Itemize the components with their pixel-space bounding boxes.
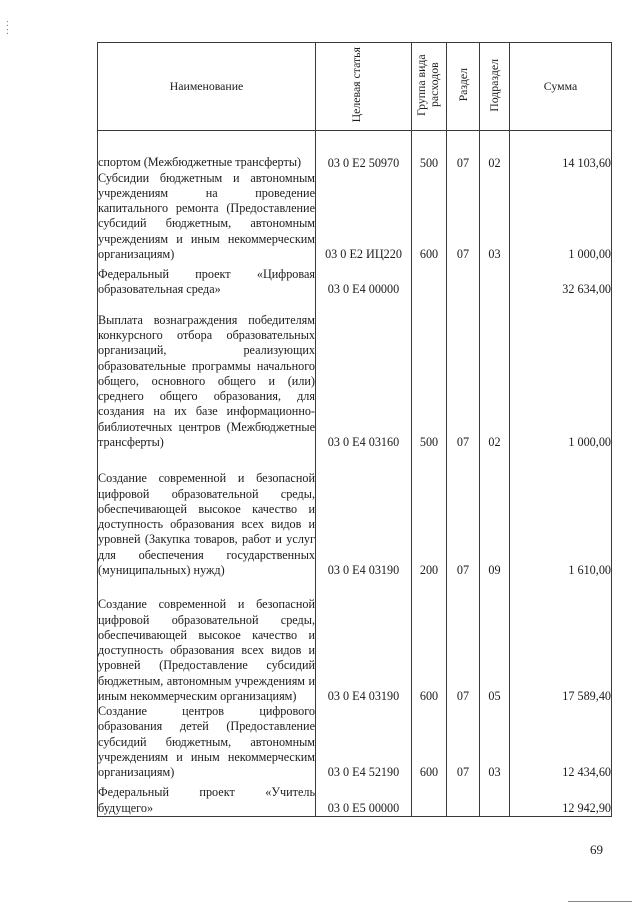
row-target: 03 0 E4 03190: [316, 450, 412, 578]
header-group: Группа вида расходов: [412, 43, 447, 131]
row-subsection: [480, 262, 510, 297]
row-sum: 14 103,60: [510, 131, 612, 171]
row-name: Субсидии бюджетным и автономным учреждениям на проведение капитального ремонта (Предоставление субсидий бюджетным, автономным учреждениям и иным некоммерческим организациям): [98, 170, 315, 261]
row-subsection: 03: [480, 171, 510, 263]
row-name: Создание современной и безопасной цифровой образовательной среды, обеспечивающей высокое качество и доступность образования всех видов и уровней (Закупка товаров, работ и услуг для обеспечения государственных (муниципальных) нужд): [98, 450, 316, 578]
table-row: [98, 704, 612, 780]
row-group: 600: [412, 578, 447, 704]
row-sum: 17 589,40: [510, 578, 612, 704]
table-row: [98, 297, 612, 450]
row-sum: 12 434,60: [510, 704, 612, 780]
row-sum: 1 610,00: [510, 450, 612, 578]
row-group: 200: [412, 450, 447, 578]
row-section: [447, 780, 480, 816]
row-name: Создание центров цифрового образования детей (Предоставление субсидий бюджетным, автономным учреждениям и иным некоммерческим организациям): [98, 704, 315, 779]
row-section: 07: [447, 704, 480, 780]
row-subsection: 02: [480, 131, 510, 171]
budget-table: [97, 42, 612, 817]
table-header-row: [98, 43, 612, 131]
row-section: [447, 262, 480, 297]
row-target: 03 0 E4 00000: [316, 262, 412, 297]
row-sum: 1 000,00: [510, 297, 612, 450]
page-number: 69: [590, 842, 603, 857]
row-section: 07: [447, 131, 480, 171]
header-sum: Сумма: [510, 43, 612, 131]
table-row: [98, 262, 612, 297]
row-section: 07: [447, 450, 480, 578]
table-row: [98, 780, 612, 816]
row-group: 600: [412, 704, 447, 780]
row-name: Федеральный проект «Цифровая образовательная среда»: [98, 262, 316, 297]
row-section: 07: [447, 171, 480, 263]
row-sum: 12 942,90: [510, 780, 612, 816]
row-group: 500: [412, 131, 447, 171]
row-sum: 1 000,00: [510, 171, 612, 263]
table-row: [98, 578, 612, 704]
row-group: [412, 780, 447, 816]
row-group: 600: [412, 171, 447, 263]
row-subsection: [480, 780, 510, 816]
header-section: Раздел: [447, 43, 480, 131]
row-subsection: 05: [480, 578, 510, 704]
header-name: Наименование: [98, 43, 316, 131]
table-row: [98, 450, 612, 578]
row-section: 07: [447, 297, 480, 450]
row-name: Выплата вознаграждения победителям конкурсного отбора образовательных организаций, реализующих образовательные программы начального общего, основного общего и (или) среднего общего образования, для создания на их базе информационно-библиотечных центров (Межбюджетные трансферты): [98, 297, 316, 450]
row-target: 03 0 E5 00000: [316, 780, 412, 816]
header-subsection: Подраздел: [480, 43, 510, 131]
row-section: 07: [447, 578, 480, 704]
scan-margin-mark: : :: [6, 18, 9, 37]
row-name: спортом (Межбюджетные трансферты): [98, 131, 316, 171]
row-target: 03 0 E2 ИЦ220: [316, 171, 412, 263]
row-sum: 32 634,00: [510, 262, 612, 297]
table-body: [98, 131, 612, 817]
row-target: 03 0 E4 03190: [316, 578, 412, 704]
table-row: [98, 171, 612, 263]
row-subsection: 03: [480, 704, 510, 780]
row-subsection: 02: [480, 297, 510, 450]
row-name: Федеральный проект «Учитель будущего»: [98, 780, 316, 816]
footer-rule: [568, 901, 632, 902]
row-group: 500: [412, 297, 447, 450]
row-group: [412, 262, 447, 297]
row-target: 03 0 E4 52190: [316, 704, 412, 780]
row-target: 03 0 E2 50970: [316, 131, 412, 171]
row-name: Создание современной и безопасной цифровой образовательной среды, обеспечивающей высокое качество и доступность образования всех видов и уровней (Предоставление субсидий бюджетным, автономным учреждениям и иным некоммерческим организациям): [98, 578, 316, 704]
header-target: Целевая статья: [316, 43, 412, 131]
row-subsection: 09: [480, 450, 510, 578]
table-row: [98, 131, 612, 171]
row-target: 03 0 E4 03160: [316, 297, 412, 450]
